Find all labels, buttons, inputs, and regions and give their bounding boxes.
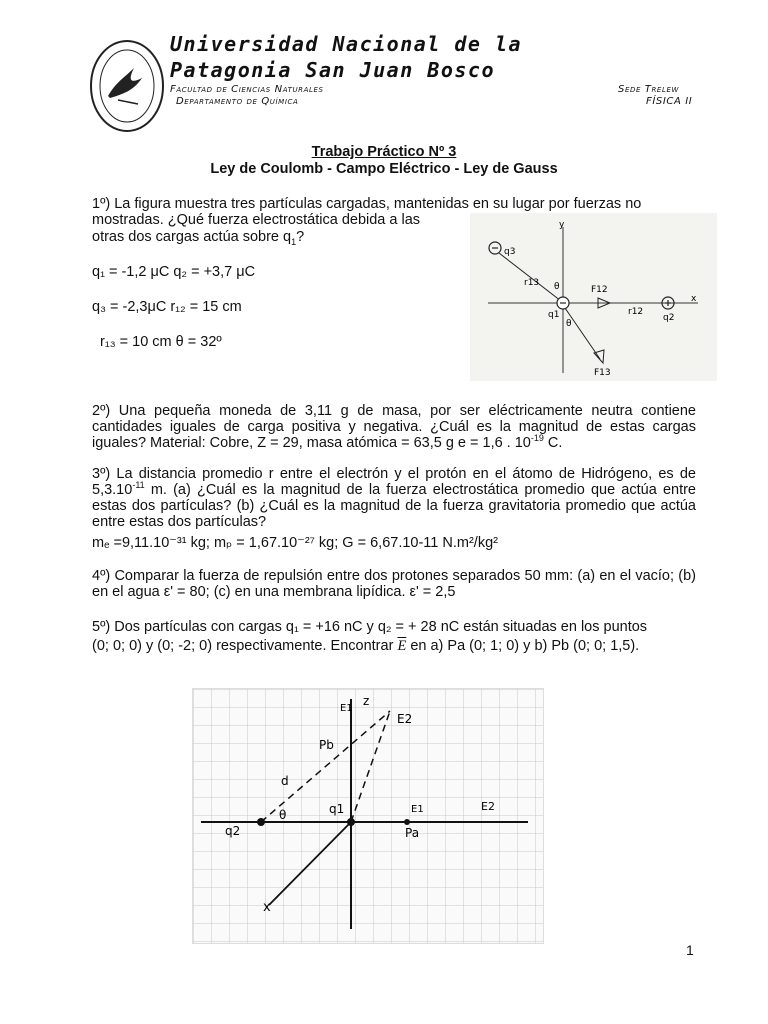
x-axis-label: x (691, 294, 697, 304)
problem1-line2: mostradas. ¿Qué fuerza electrostática debida a las (92, 212, 421, 228)
figure-three-charges (470, 213, 717, 381)
theta-label: θ (279, 808, 287, 822)
problem3-data-line: mₑ =9,11.10⁻³¹ kg; mₚ = 1,67.10⁻²⁷ kg; G = 6,67.10-11 N.m²/kg² (92, 535, 498, 551)
z-axis-label: z (363, 694, 370, 708)
university-name-line2: Patagonia San Juan Bosco (170, 58, 495, 82)
r13-label: r13 (524, 278, 540, 288)
q2-label: q2 (663, 313, 675, 323)
page-number: 1 (686, 942, 694, 958)
charge-q2-point (257, 818, 265, 826)
x-axis-label: x (263, 900, 271, 915)
campus-name: Sede Trelew (618, 84, 680, 95)
problem5-line1: 5º) Dos partículas con cargas q₁ = +16 nC y q₂ = + 28 nC están situadas en los puntos (92, 619, 648, 635)
problem5-line2: (0; 0; 0) y (0; -2; 0) respectivamente. Encontrar $\overline{E}$ en a) Pa (0; 1; 0) y b) Pb (0; 0; 1,5). (92, 638, 640, 654)
q1-label: q1 (329, 802, 345, 816)
e2-top-label: E2 (397, 712, 413, 726)
department-name: Departamento de Química (176, 96, 299, 107)
r12-label: r12 (628, 307, 644, 317)
q2-label: q2 (225, 824, 241, 838)
problem1-data-line1: q₁ = -1,2 μC q₂ = +3,7 μC (92, 264, 256, 280)
pa-label: Pa (405, 826, 420, 840)
course-name: FÍSICA II (646, 96, 693, 107)
problem1-data-line2: q₃ = -2,3μC r₁₂ = 15 cm (92, 299, 242, 315)
f12-label: F12 (591, 285, 608, 295)
pb-label: Pb (319, 738, 334, 752)
problem3-text: 3º) La distancia promedio r entre el electrón y el protón en el átomo de Hidrógeno, es de $5,3.10^{-11}$ m. (a) ¿Cuál es la magnitud de la fuerza electrostática promedio que actúa entre estas dos partículas? (b) ¿Cuál es la magnitud de la fuerza gravitatoria promedio que actúa entre estas dos partículas? (92, 466, 696, 530)
charge-q1-point (347, 818, 355, 826)
figure-two-charges-grid (192, 688, 544, 944)
problem2-text: 2º) Una pequeña moneda de 3,11 g de masa, por ser eléctricamente neutra contiene cantidades iguales de carga positiva y negativa. ¿Cuál es la magnitud de estas cargas iguales? Material: Cobre, Z = 29, masa atómica = 63,5 g e = 1,6 . $10^{-19}$ C. (92, 403, 696, 451)
problem4-text: 4º) Comparar la fuerza de repulsión entre dos protones separados 50 mm: (a) en el vacío; (b) en el agua ε' = 80; (c) en una membrana lipídica. ε' = 2,5 (92, 568, 696, 600)
e1-label: E1 (411, 804, 424, 815)
vector-e-symbol: $\overline{E}$ (397, 638, 407, 654)
problem1-line3: otras dos cargas actúa sobre $q_1$? (92, 229, 305, 247)
y-axis-label: y (559, 220, 565, 230)
problem1-line1: 1º) La figura muestra tres partículas cargadas, mantenidas en su lugar por fuerzas no (92, 196, 642, 212)
f13-label: F13 (594, 368, 611, 378)
university-name-line1: Universidad Nacional de la (170, 32, 523, 56)
practice-subtitle: Ley de Coulomb - Campo Eléctrico - Ley de Gauss (210, 161, 558, 177)
d-label: d (281, 774, 289, 788)
faculty-name: Facultad de Ciencias Naturales (170, 84, 324, 95)
practice-title: Trabajo Práctico Nº 3 (311, 144, 457, 160)
e2-label: E2 (481, 800, 495, 813)
problem1-data-line3: r₁₃ = 10 cm θ = 32º (100, 334, 222, 350)
q3-label: q3 (504, 247, 516, 257)
e1-top-label: E1 (340, 703, 353, 714)
theta-label-top: θ (554, 282, 560, 292)
university-seal (88, 38, 166, 134)
point-pa (404, 819, 410, 825)
q1-label: q1 (548, 310, 560, 320)
theta-label-bottom: θ (566, 319, 572, 329)
